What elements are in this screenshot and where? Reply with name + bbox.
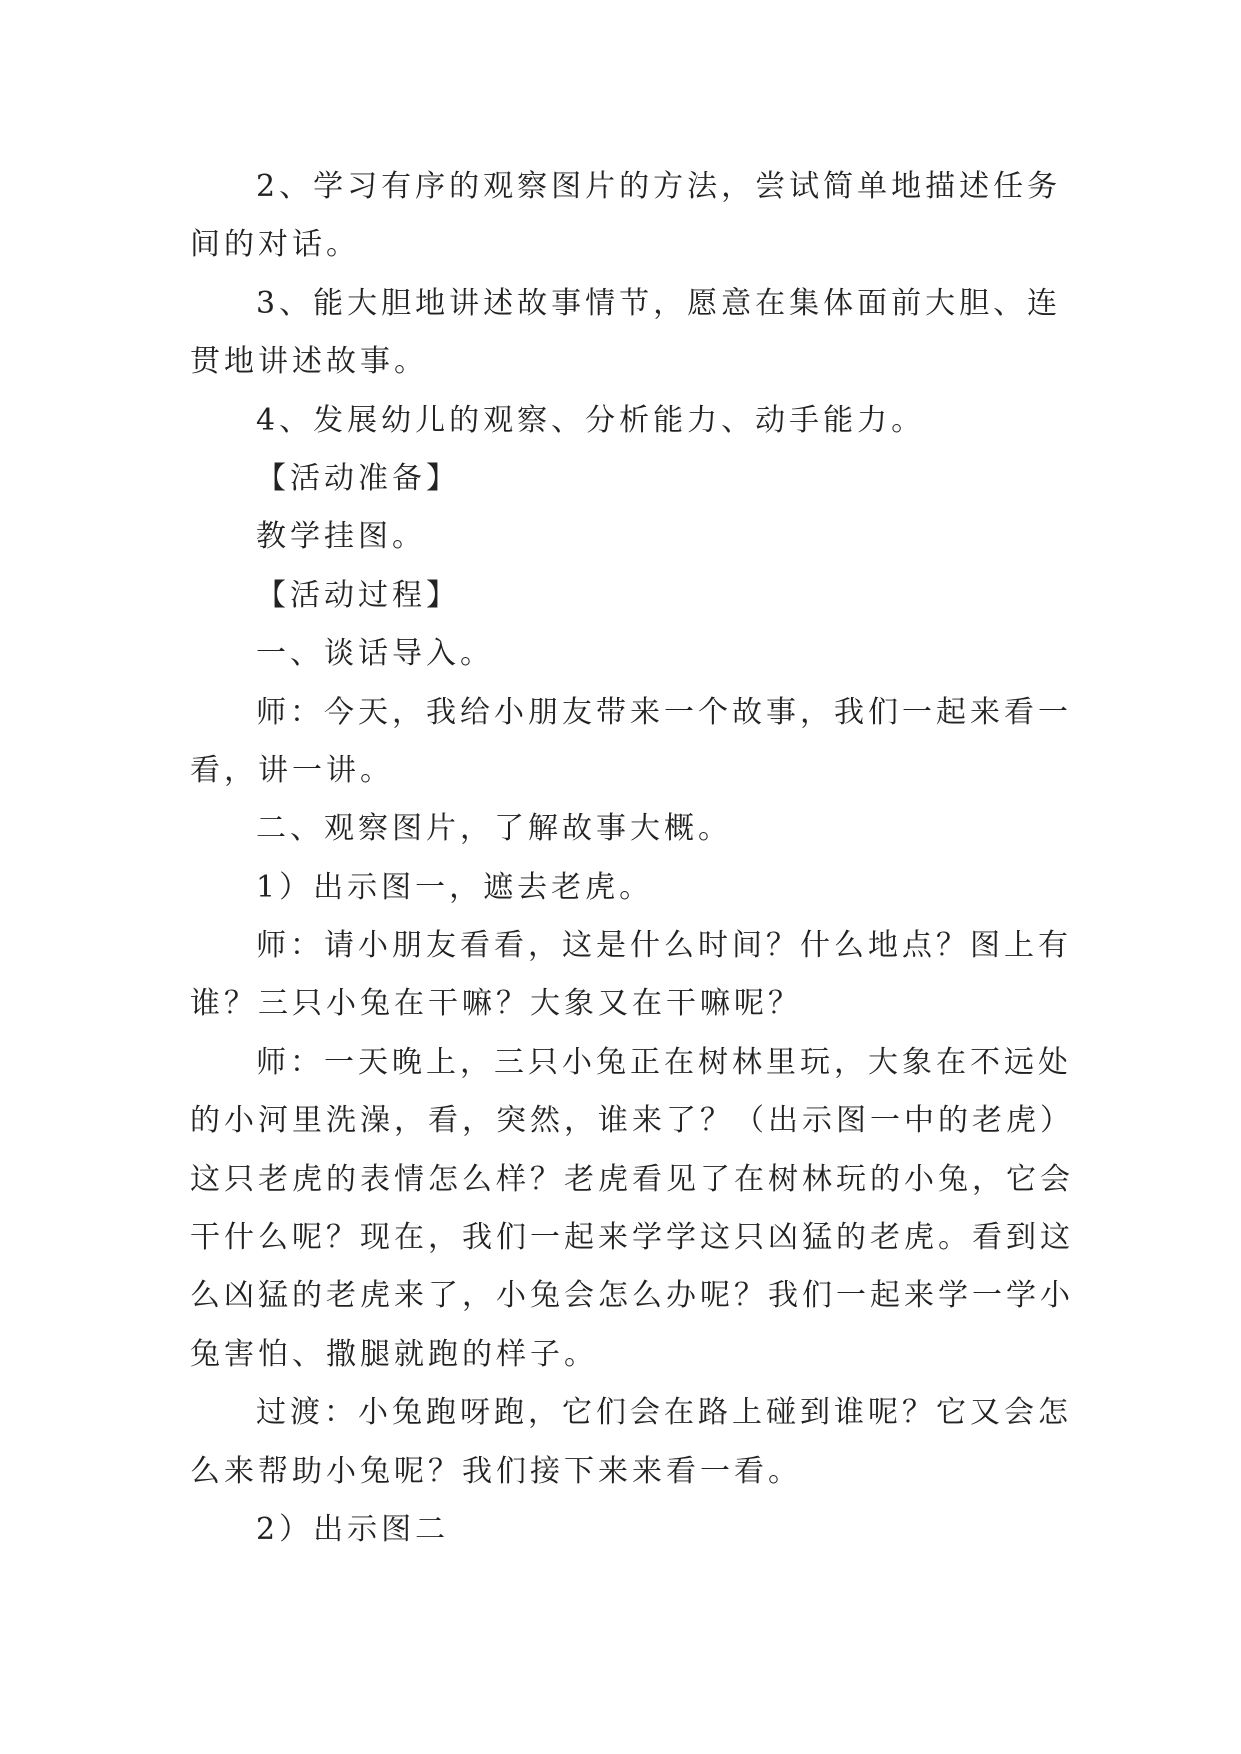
text-line: 这只老虎的表情怎么样？老虎看见了在树林玩的小兔，它会: [190, 1161, 1074, 1197]
text-line: 二、观察图片，了解故事大概。: [256, 811, 732, 847]
text-line: 2、学习有序的观察图片的方法，尝试简单地描述任务: [256, 169, 1062, 204]
text-line: 贯地讲述故事。: [190, 344, 428, 380]
text-line: 么来帮助小兔呢？我们接下来来看一看。: [190, 1453, 802, 1489]
text-line: 谁？三只小兔在干嘛？大象又在干嘛呢？: [190, 986, 802, 1022]
text-line: 间的对话。: [190, 227, 360, 263]
text-line: 2）出示图二: [256, 1511, 450, 1547]
text-line: 的小河里洗澡，看，突然，谁来了？（出示图一中的老虎）: [190, 1103, 1074, 1139]
document-body: [190, 158, 1074, 1559]
text-line: 过渡：小兔跑呀跑，它们会在路上碰到谁呢？它又会怎: [256, 1395, 1072, 1431]
text-line: 么凶猛的老虎来了，小兔会怎么办呢？我们一起来学一学小: [190, 1278, 1074, 1314]
text-line: 教学挂图。: [256, 519, 426, 555]
text-line: 看，讲一讲。: [190, 752, 394, 788]
text-line: 1）出示图一，遮去老虎。: [256, 869, 654, 905]
text-line: 师：一天晚上，三只小兔正在树林里玩，大象在不远处: [256, 1044, 1072, 1080]
text-line: 4、发展幼儿的观察、分析能力、动手能力。: [256, 402, 926, 438]
text-line: 3、能大胆地讲述故事情节，愿意在集体面前大胆、连: [256, 285, 1062, 321]
text-line: 师：请小朋友看看，这是什么时间？什么地点？图上有: [256, 928, 1072, 964]
text-line: 师：今天，我给小朋友带来一个故事，我们一起来看一: [256, 694, 1072, 730]
text-line: 兔害怕、撒腿就跑的样子。: [190, 1336, 598, 1372]
text-line: 干什么呢？现在，我们一起来学学这只凶猛的老虎。看到这: [190, 1220, 1074, 1256]
section-heading: 【活动过程】: [256, 577, 460, 613]
text-line: 一、谈话导入。: [256, 636, 494, 672]
section-heading: 【活动准备】: [256, 460, 460, 496]
